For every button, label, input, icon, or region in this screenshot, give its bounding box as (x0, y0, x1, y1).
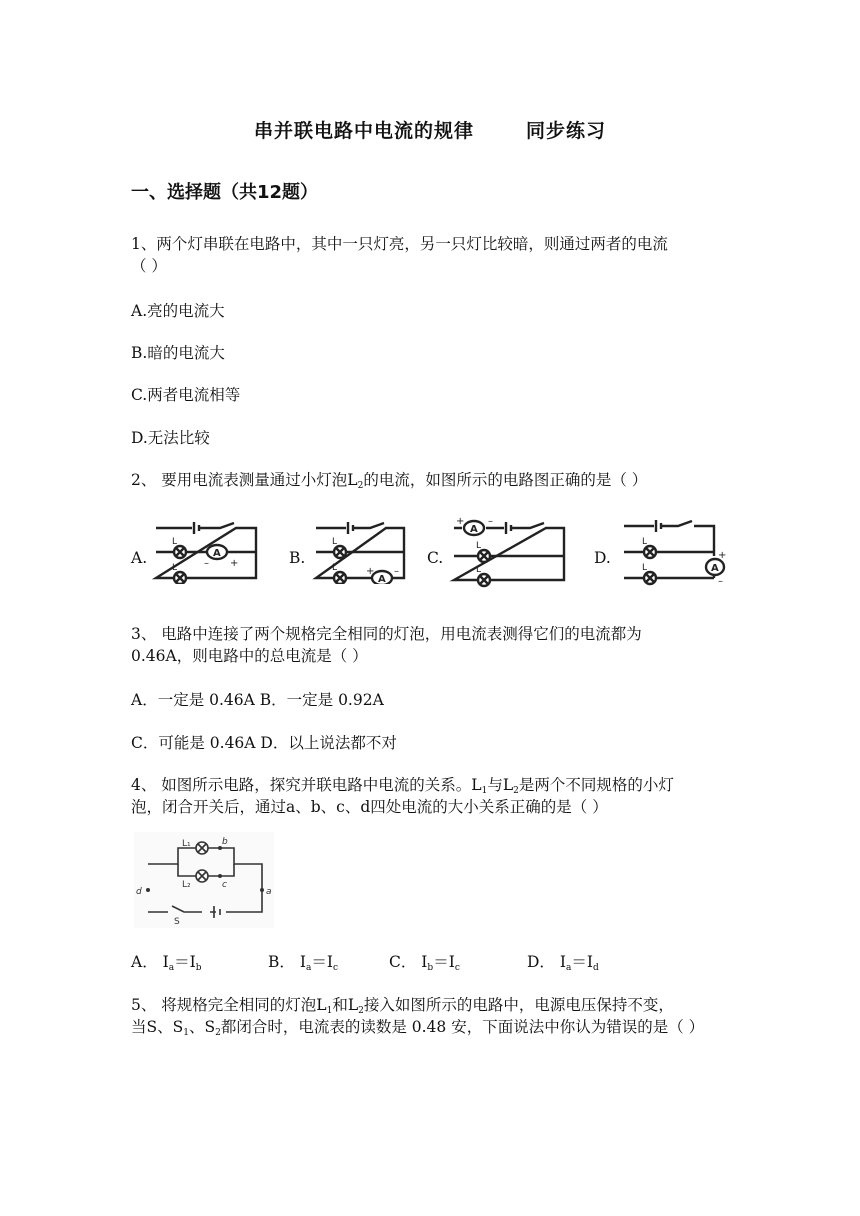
q2-option-b-label: B. (289, 549, 306, 567)
svg-text:c: c (222, 880, 227, 890)
circuit-diagram-a (150, 520, 262, 584)
svg-text:+: + (456, 516, 465, 527)
circuit-diagram-d (618, 518, 728, 588)
q2-option-d-label: D. (594, 549, 611, 567)
svg-text:–: – (204, 558, 209, 569)
section-heading: 一、选择题（共12题） (131, 182, 319, 203)
q3-options-row2: C．可能是 0.46A D．以上说法都不对 (131, 734, 397, 752)
q4-circuit-diagram (134, 832, 274, 928)
svg-text:L: L (332, 537, 338, 547)
q1-option-b: B.暗的电流大 (131, 344, 225, 362)
q1-bracket: （ ） (131, 257, 167, 275)
svg-text:+: + (366, 566, 375, 577)
page-title (0, 116, 860, 143)
circuit-diagram-b (308, 520, 408, 584)
svg-text:A: A (711, 563, 719, 574)
svg-text:A: A (378, 574, 386, 584)
svg-text:–: – (718, 576, 723, 587)
q4-option-c: C． $I_b=I_c$ (389, 953, 460, 973)
q2-stem: 2、 要用电流表测量通过小灯泡$L_2$的电流，如图所示的电路图正确的是（ ） (131, 471, 648, 491)
q1-option-d: D.无法比较 (131, 429, 210, 447)
circuit-diagram-c (448, 516, 568, 588)
svg-text:L: L (642, 537, 648, 547)
svg-text:L: L (332, 563, 338, 573)
q4-option-d: D． $I_a=I_d$ (527, 953, 599, 973)
q1-option-a: A.亮的电流大 (131, 302, 225, 320)
svg-text:A: A (470, 524, 478, 535)
q3-line2: 0.46A，则电路中的总电流是（ ） (131, 647, 368, 665)
svg-text:d: d (136, 887, 142, 897)
q5-line1: 5、 将规格完全相同的灯泡$L_1$和$L_2$接入如图所示的电路中，电源电压保持不变， (131, 996, 674, 1016)
svg-text:–: – (488, 516, 493, 527)
svg-text:+: + (718, 550, 727, 561)
svg-text:L: L (642, 563, 648, 573)
svg-text:S: S (174, 917, 180, 927)
svg-text:–: – (394, 566, 399, 577)
q1-option-c: C.两者电流相等 (131, 386, 241, 404)
q3-line1: 3、 电路中连接了两个规格完全相同的灯泡，用电流表测得它们的电流都为 (131, 625, 642, 643)
svg-text:L: L (172, 537, 178, 547)
q5-line2: 当S、$S_1$、$S_2$都闭合时，电流表的读数是 0.48 安，下面说法中你认为错误的是（ ） (131, 1018, 705, 1038)
q4-option-a: A． $I_a=I_b$ (131, 953, 202, 973)
q2-option-a-label: A. (131, 549, 148, 567)
svg-text:L: L (172, 563, 178, 573)
q2-option-c-label: C. (427, 549, 444, 567)
q4-line2: 泡，闭合开关后，通过a、b、c、d四处电流的大小关系正确的是（ ） (131, 798, 608, 816)
q3-options-row1: A．一定是 0.46A B．一定是 0.92A (131, 691, 384, 709)
title-main: 串并联电路中电流的规律 (253, 120, 474, 142)
svg-text:L: L (476, 565, 482, 575)
svg-text:A: A (213, 548, 221, 559)
q4-fig-label-L1: L₁ (182, 839, 191, 849)
svg-text:a: a (266, 887, 272, 897)
q4-option-b: B． $I_a=I_c$ (268, 953, 338, 973)
svg-text:+: + (230, 558, 239, 569)
q4-fig-label-L2: L₂ (182, 880, 191, 890)
svg-text:b: b (222, 837, 228, 847)
q4-line1: 4、 如图所示电路，探究并联电路中电流的关系。$L_1$与$L_2$是两个不同规格的小灯 (131, 776, 674, 796)
q1-stem: 1、两个灯串联在电路中，其中一只灯亮，另一只灯比较暗，则通过两者的电流 (131, 235, 668, 253)
title-sub: 同步练习 (526, 120, 607, 142)
svg-text:L: L (476, 541, 482, 551)
